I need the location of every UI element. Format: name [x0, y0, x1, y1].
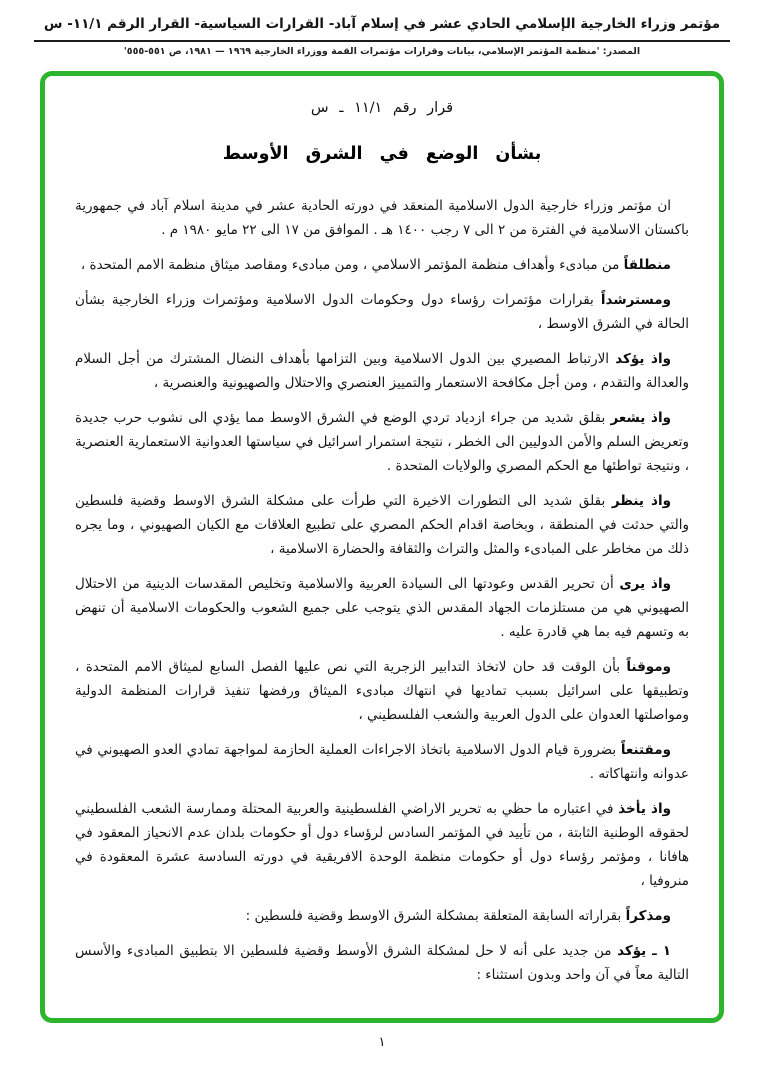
paragraph-lead: واذ يأخذ [618, 801, 671, 817]
paragraph [75, 288, 689, 336]
paragraph-lead: ومقتنعاً [620, 742, 672, 758]
paragraph [75, 572, 689, 644]
resolution-number: قرار رقم ١١/١ ـ س [310, 100, 454, 116]
paragraph-text: بضرورة قيام الدول الاسلامية باتخاذ الاجراءات العملية الحازمة لمواجهة تمادي العدو الصهيوني في عدوانه وانتهاكاته . [75, 742, 689, 782]
paragraph-lead: واذ يؤكد [615, 351, 671, 367]
header-divider [34, 40, 730, 42]
document-frame [40, 71, 724, 1023]
paragraph-recital [75, 904, 689, 928]
paragraph-lead: وموقناً [626, 659, 671, 675]
paragraph [75, 797, 689, 893]
paragraph [75, 253, 689, 277]
paragraph-text: بقراراته السابقة المتعلقة بمشكلة الشرق الاوسط وقضية فلسطين : [245, 908, 622, 924]
paragraph-lead: واذ يشعر [610, 410, 671, 426]
paragraph-text: من جديد على أنه لا حل لمشكلة الشرق الأوسط وقضية فلسطين الا بتطبيق المبادىء والأسس التالية معاً في آن واحد وبدون استثناء : [75, 943, 689, 983]
paragraph [75, 655, 689, 727]
paragraph-lead: واذ يرى [619, 576, 671, 592]
paragraph [75, 738, 689, 786]
paragraph-lead: ومذكراً [625, 908, 671, 924]
paragraph [75, 406, 689, 478]
paragraph-lead: ١ ـ يؤكد [617, 943, 671, 959]
paragraph [75, 489, 689, 561]
paragraph-lead: منطلقاً [623, 257, 671, 273]
paragraph-preamble [75, 194, 689, 242]
paragraph-text: في اعتباره ما حظي به تحرير الاراضي الفلسطينية والعربية المحتلة وممارسة الشعب الفلسطيني لحقوقه الوطنية الثابتة ، من تأييد في المؤتمر السادس لرؤساء دول أو حكومات بلدان عدم الانحياز المعقود في هافانا ، ومؤتمر رؤساء دول أو حكومات منظمة الوحدة الافريقية في دورته السادسة عشرة المعقودة في منروفيا ، [75, 801, 689, 889]
paragraph-text: من مبادىء وأهداف منظمة المؤتمر الاسلامي ، ومن مبادىء ومقاصد ميثاق منظمة الامم المتحدة ، [80, 257, 620, 273]
paragraph-text: بأن الوقت قد حان لاتخاذ التدابير الزجرية التي نص عليها الفصل السابع لميثاق الامم المتحدة ، وتطبيقها على اسرائيل بسبب تماديها في انتهاك مبادىء الميثاق ورفضها تنفيذ قرارات المنظمة الدولية ومواصلتها العدوان على الدول العربية والشعب الفلسطيني ، [75, 659, 689, 723]
paragraph-text: بقلق شديد الى التطورات الاخيرة التي طرأت على مشكلة الشرق الاوسط وقضية فلسطين والتي حدثت في المنطقة ، وبخاصة اقدام الحكم المصري على تطبيع العلاقات مع الكيان الصهيوني ، وما يجره ذلك من مخاطر على المبادىء والمثل والتراث والثقافة والحضارة الاسلامية ، [75, 493, 689, 557]
document-title: بشأن الوضع في الشرق الأوسط [222, 144, 542, 164]
header-source: المصدر: 'منظمة المؤتمر الإسلامي، بيانات وقرارات مؤتمرات القمة ووزراء الخارجية ١٩٦٩ — ١٩٨١، ص ٥٥١-٥٥٥' [123, 46, 641, 57]
paragraph-text: ان مؤتمر وزراء خارجية الدول الاسلامية المنعقد في دورته الحادية عشر في مدينة اسلام آباد في جمهورية باكستان الاسلامية في الفترة من ٢ الى ٧ رجب ١٤٠٠ هـ . الموافق من ١٧ الى ٢٢ مايو ١٩٨٠ م . [75, 198, 689, 238]
paragraph-text: بقرارات مؤتمرات رؤساء دول وحكومات الدول الاسلامية ومؤتمرات وزراء الخارجية بشأن الحالة في الشرق الاوسط ، [75, 292, 689, 332]
paragraph-numbered-item [75, 939, 689, 987]
page-number: ١ [378, 1035, 386, 1050]
paragraph-text: أن تحرير القدس وعودتها الى السيادة العربية والاسلامية وتخليص المقدسات الدينية من الاحتلال الصهيوني هي من مستلزمات الجهاد المقدس الذي يتوجب على جميع الشعوب والحكومات الاسلامية أن تنهض به وتسهم فيه بما هي قادرة عليه . [75, 576, 689, 640]
paragraph-lead: ومسترشداً [600, 292, 671, 308]
paragraph-text: الارتباط المصيري بين الدول الاسلامية وبين التزامها بأهداف النضال المشترك من أجل السلام والعدالة والتقدم ، ومن أجل مكافحة الاستعمار والتمييز العنصري والاحتلال والصهيونية والعنصرية ، [75, 351, 689, 391]
header-title: مؤتمر وزراء الخارجية الإسلامي الحادي عشر في إسلام آباد- القرارات السياسية- القرار الرقم ١١/١- س [43, 16, 721, 32]
paragraph [75, 347, 689, 395]
paragraph-lead: واذ ينظر [611, 493, 671, 509]
paragraph-text: بقلق شديد من جراء ازدياد تردي الوضع في الشرق الاوسط مما يؤدي الى نشوب حرب جديدة وتعريض السلم والأمن الدوليين الى الخطر ، نتيجة استمرار اسرائيل في سياستها العدوانية الاستعمارية العنصرية ، ونتيجة تواطئها مع الحكم المصري والولايات المتحدة . [75, 410, 689, 474]
